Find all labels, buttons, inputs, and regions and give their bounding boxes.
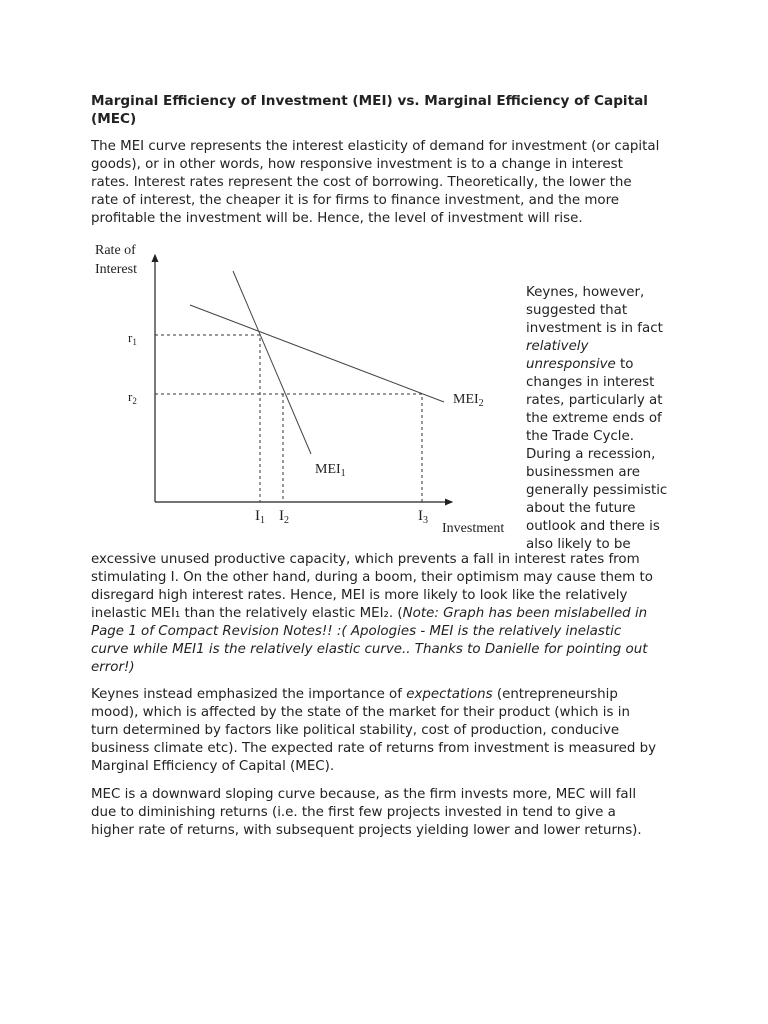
text-segment: due to diminishing returns (i.e. the first few projects invested in tend to give a (91, 805, 616, 820)
text-segment: MEC is a downward sloping curve because, as the firm invests more, MEC will fall (91, 787, 637, 802)
text-line (526, 320, 663, 338)
title-line: Marginal Efficiency of Investment (MEI) vs. Marginal Efficiency of Capital (91, 93, 648, 109)
x-axis-label: Investment (442, 521, 505, 536)
text-segment: (entrepreneurship (492, 687, 618, 702)
text-segment: changes in interest (526, 375, 655, 390)
text-segment: goods), or in other words, how responsive investment is to a change in interest (91, 157, 623, 172)
text-segment: During a recession, (526, 447, 656, 462)
text-segment: inelastic MEI₁ than the relatively elastic MEI₂. ( (91, 606, 403, 621)
text-segment: higher rate of returns, with subsequent projects yielding lower and lower returns). (91, 823, 642, 838)
text-line (91, 804, 616, 822)
text-line (526, 446, 655, 464)
text-line (91, 569, 653, 587)
mei-graph (90, 240, 520, 540)
text-segment: about the future (526, 501, 636, 516)
italic-text: error!) (91, 660, 135, 675)
text-line (91, 822, 642, 840)
y-axis-label: Interest (95, 262, 137, 277)
text-line (91, 192, 619, 210)
r1-label: $r_1$ (128, 330, 137, 347)
text-line (91, 686, 618, 704)
text-segment: rates. Interest rates represent the cost of borrowing. Theoretically, the lower the (91, 175, 632, 190)
i3-label: $I_3$ (418, 508, 428, 526)
title-line: (MEC) (91, 111, 137, 127)
text-segment: excessive unused productive capacity, which prevents a fall in interest rates from (91, 552, 640, 567)
text-line (526, 374, 654, 392)
text-line (526, 428, 634, 446)
text-line (91, 210, 583, 228)
text-segment: turn determined by factors like political stability, cost of production, conducive (91, 723, 620, 738)
text-segment: stimulating I. On the other hand, during a boom, their optimism may cause them to (91, 570, 653, 585)
text-segment: Marginal Efficiency of Capital (MEC). (91, 759, 335, 774)
text-line (91, 156, 623, 174)
text-line (526, 356, 633, 374)
text-segment: profitable the investment will be. Hence, the level of investment will rise. (91, 211, 583, 226)
r2-guide (155, 394, 422, 502)
text-line (91, 605, 647, 623)
text-line (91, 551, 640, 569)
text-segment: The MEI curve represents the interest elasticity of demand for investment (or capital (91, 139, 660, 154)
text-line (91, 758, 334, 776)
text-segment: suggested that (526, 303, 628, 318)
italic-text: curve while MEI1 is the relatively elastic curve.. Thanks to Danielle for pointing out (91, 642, 648, 657)
text-line (526, 410, 662, 428)
italic-text: Page 1 of Compact Revision Notes!! :( Apologies - MEI is the relatively inelastic (91, 624, 622, 639)
text-line (526, 464, 640, 482)
text-line (526, 392, 663, 410)
text-segment: the Trade Cycle. (526, 429, 634, 444)
mei2-curve (190, 305, 444, 402)
text-segment: the extreme ends of (526, 411, 662, 426)
text-line (526, 500, 636, 518)
text-line (526, 518, 660, 536)
italic-text: expectations (406, 687, 493, 702)
text-segment: businessmen are (526, 465, 641, 480)
italic-text: unresponsive (526, 357, 616, 372)
text-line (91, 659, 135, 677)
text-segment: generally pessimistic (526, 483, 668, 498)
text-line (91, 623, 621, 641)
mei1-label: $MEI_1$ (315, 462, 346, 479)
y-axis-label: Rate of (95, 243, 136, 258)
text-line (526, 338, 588, 356)
mei2-label: $MEI_2$ (453, 392, 484, 409)
text-segment: mood), which is affected by the state of the market for their product (which is in (91, 705, 630, 720)
text-line (526, 482, 667, 500)
text-segment: Keynes, however, (526, 285, 645, 300)
text-line (91, 174, 632, 192)
text-line (526, 284, 644, 302)
text-line (91, 587, 627, 605)
text-segment: disregard high interest rates. Hence, MEI is more likely to look like the relatively (91, 588, 628, 603)
r1-guide (155, 335, 260, 502)
text-segment: rates, particularly at (526, 393, 663, 408)
text-line (91, 641, 647, 659)
text-segment: outlook and there is (526, 519, 660, 534)
text-line (91, 704, 630, 722)
text-line (526, 302, 627, 320)
text-segment: also likely to be (526, 537, 631, 552)
i1-label: $I_1$ (255, 508, 265, 526)
text-line (91, 786, 636, 804)
r2-label: $r_2$ (128, 389, 137, 406)
text-line (91, 722, 619, 740)
text-segment: investment is in fact (526, 321, 663, 336)
text-line (91, 740, 656, 758)
text-segment: Keynes instead emphasized the importance of (91, 687, 407, 702)
text-segment: rate of interest, the cheaper it is for firms to finance investment, and the more (91, 193, 620, 208)
mei1-curve (233, 271, 311, 454)
text-line (91, 138, 659, 156)
italic-text: relatively (526, 339, 589, 354)
italic-text: Note: Graph has been mislabelled in (402, 606, 648, 621)
i2-label: $I_2$ (279, 508, 289, 526)
text-segment: business climate etc). The expected rate of returns from investment is measured by (91, 741, 657, 756)
text-segment: to (615, 357, 634, 372)
